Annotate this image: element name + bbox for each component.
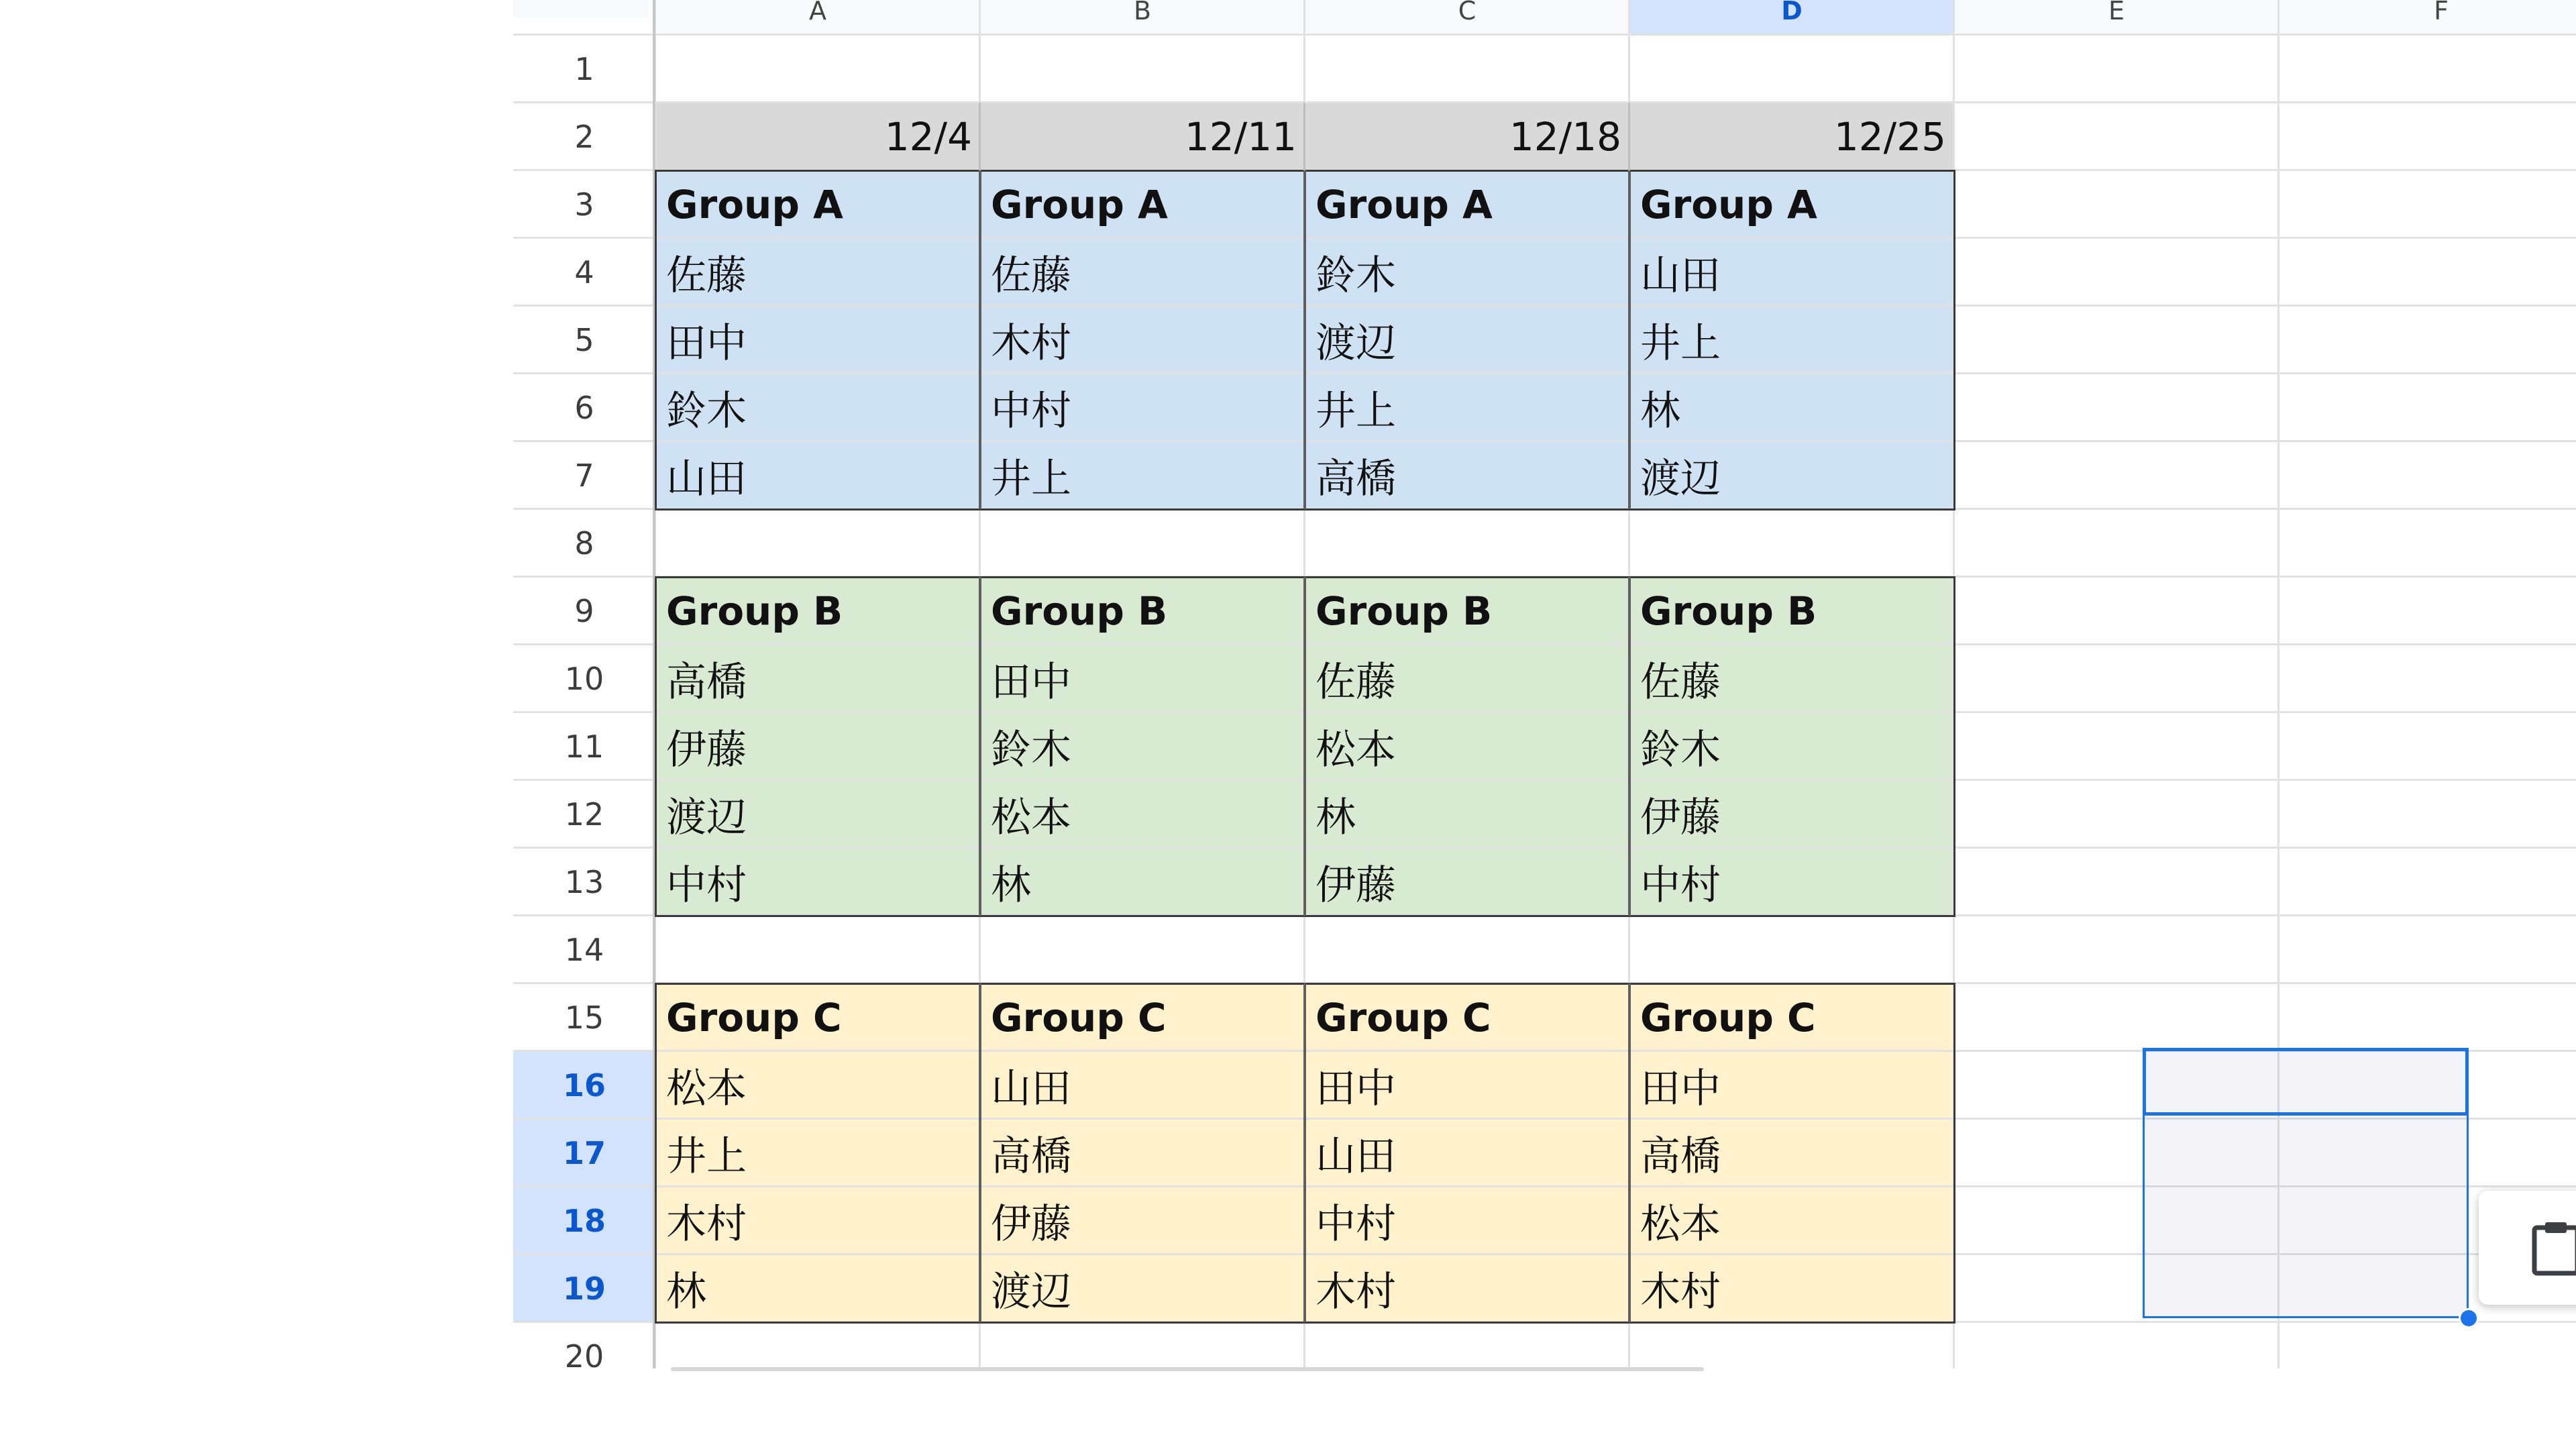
name-cell[interactable]: 伊藤 [1640,794,1721,841]
row-header-6[interactable]: 6 [513,374,655,441]
row-header-19[interactable]: 19 [513,1254,655,1322]
gridline-horizontal [513,34,2576,36]
group-header-cell[interactable]: Group B [1316,588,1493,634]
group-header-cell[interactable]: Group C [666,994,842,1040]
horizontal-scrollbar[interactable] [671,1367,1704,1371]
name-cell[interactable]: 松本 [1316,726,1396,773]
name-cell[interactable]: 山田 [991,1065,1071,1112]
name-cell[interactable]: 井上 [1640,319,1721,367]
group-column-separator [1303,170,1306,509]
group-column-separator [1628,577,1631,916]
name-cell[interactable]: 鈴木 [1316,252,1396,299]
row-header-11[interactable]: 11 [513,712,655,780]
group-header-cell[interactable]: Group A [1316,181,1493,227]
name-cell[interactable]: 鈴木 [666,387,747,435]
group-header-cell[interactable]: Group C [1316,994,1491,1040]
row-header-16[interactable]: 16 [513,1051,655,1119]
name-cell[interactable]: 中村 [991,387,1071,435]
group-header-cell[interactable]: Group B [991,588,1168,634]
column-header-b[interactable]: B [980,0,1305,34]
name-cell[interactable]: 山田 [1316,1132,1396,1180]
column-header-f[interactable]: F [2279,0,2576,34]
date-cell[interactable]: 12/11 [1184,113,1297,160]
date-cell[interactable]: 12/4 [884,113,972,160]
paste-options-chip[interactable] [2479,1191,2576,1305]
name-cell[interactable]: 高橋 [1640,1132,1721,1180]
date-cell[interactable]: 12/25 [1833,113,1946,160]
name-cell[interactable]: 田中 [991,658,1071,706]
select-all-corner[interactable] [513,0,649,17]
row-header-2[interactable]: 2 [513,103,655,170]
fill-handle[interactable] [2459,1308,2479,1328]
group-header-cell[interactable]: Group B [1640,588,1817,634]
row-header-13[interactable]: 13 [513,848,655,916]
row-header-10[interactable]: 10 [513,645,655,712]
name-cell[interactable]: 林 [991,861,1031,909]
name-cell[interactable]: 鈴木 [991,726,1071,773]
date-cell[interactable]: 12/18 [1509,113,1621,160]
name-cell[interactable]: 佐藤 [666,252,747,299]
name-cell[interactable]: 中村 [1316,1200,1396,1248]
name-cell[interactable]: 佐藤 [1316,658,1396,706]
row-header-3[interactable]: 3 [513,170,655,238]
group-header-cell[interactable]: Group C [1640,994,1816,1040]
name-cell[interactable]: 林 [1640,387,1680,435]
name-cell[interactable]: 井上 [991,455,1071,502]
group-column-separator [979,170,981,509]
name-cell[interactable]: 鈴木 [1640,726,1721,773]
name-cell[interactable]: 井上 [1316,387,1396,435]
name-cell[interactable]: 渡辺 [1640,455,1721,502]
name-cell[interactable]: 木村 [666,1200,747,1248]
row-header-7[interactable]: 7 [513,441,655,509]
row-header-15[interactable]: 15 [513,983,655,1051]
clipboard-icon[interactable] [2529,1220,2576,1276]
group-column-separator [979,983,981,1322]
column-header-d[interactable]: D [1629,0,1954,34]
name-cell[interactable]: 松本 [1640,1200,1721,1248]
name-cell[interactable]: 松本 [991,794,1071,841]
row-header-1[interactable]: 1 [513,35,655,103]
name-cell[interactable]: 木村 [991,319,1071,367]
date-column-separator [1628,103,1630,170]
name-cell[interactable]: 山田 [666,455,747,502]
column-header-e[interactable]: E [1954,0,2279,34]
row-header-4[interactable]: 4 [513,238,655,306]
name-cell[interactable]: 佐藤 [1640,658,1721,706]
group-header-cell[interactable]: Group A [991,181,1168,227]
row-header-17[interactable]: 17 [513,1119,655,1187]
spreadsheet-grid[interactable] [513,0,2576,1368]
group-header-cell[interactable]: Group A [666,181,843,227]
group-header-cell[interactable]: Group B [666,588,843,634]
row-header-9[interactable]: 9 [513,577,655,645]
name-cell[interactable]: 高橋 [991,1132,1071,1180]
name-cell[interactable]: 田中 [1316,1065,1396,1112]
group-header-cell[interactable]: Group C [991,994,1167,1040]
name-cell[interactable]: 渡辺 [1316,319,1396,367]
name-cell[interactable]: 高橋 [666,658,747,706]
row-header-12[interactable]: 12 [513,780,655,848]
name-cell[interactable]: 松本 [666,1065,747,1112]
row-header-20[interactable]: 20 [513,1322,655,1368]
name-cell[interactable]: 田中 [666,319,747,367]
name-cell[interactable]: 伊藤 [991,1200,1071,1248]
column-header-a[interactable]: A [655,0,980,34]
name-cell[interactable]: 林 [666,1268,706,1316]
row-header-18[interactable]: 18 [513,1187,655,1254]
name-cell[interactable]: 山田 [1640,252,1721,299]
name-cell[interactable]: 中村 [1640,861,1721,909]
group-header-cell[interactable]: Group A [1640,181,1817,227]
name-cell[interactable]: 渡辺 [991,1268,1071,1316]
group-column-separator [1303,577,1306,916]
name-cell[interactable]: 田中 [1640,1065,1721,1112]
name-cell[interactable]: 渡辺 [666,794,747,841]
group-column-separator [1628,983,1631,1322]
row-header-5[interactable]: 5 [513,306,655,374]
date-column-separator [979,103,981,170]
name-cell[interactable]: 木村 [1316,1268,1396,1316]
group-column-separator [979,577,981,916]
row-header-8[interactable]: 8 [513,509,655,577]
group-column-separator [1628,170,1631,509]
name-cell[interactable]: 佐藤 [991,252,1071,299]
name-cell[interactable]: 井上 [666,1132,747,1180]
name-cell[interactable]: 中村 [666,861,747,909]
name-cell[interactable]: 木村 [1640,1268,1721,1316]
active-cell-d16[interactable] [2143,1048,2469,1116]
name-cell[interactable]: 高橋 [1316,455,1396,502]
name-cell[interactable]: 伊藤 [1316,861,1396,909]
row-header-14[interactable]: 14 [513,916,655,983]
group-column-separator [1303,983,1306,1322]
column-header-c[interactable]: C [1305,0,1629,34]
name-cell[interactable]: 林 [1316,794,1356,841]
date-column-separator [1303,103,1305,170]
name-cell[interactable]: 伊藤 [666,726,747,773]
